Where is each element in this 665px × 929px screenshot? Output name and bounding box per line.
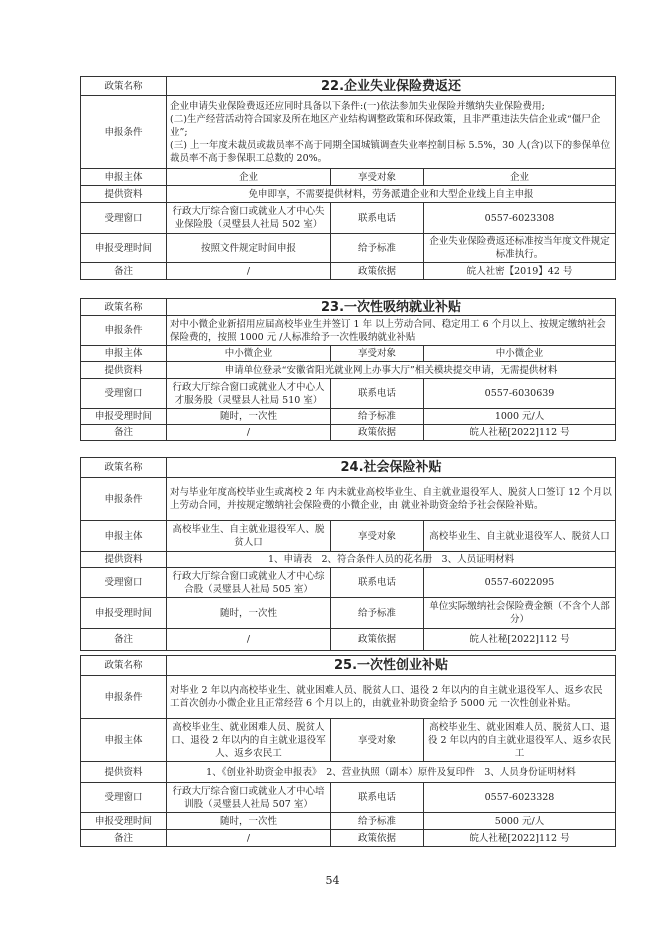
window-value: 行政大厅综合窗口或就业人才中心培训股（灵璧县人社局 507 室） [167, 783, 331, 813]
conditions-text: 对与毕业年度高校毕业生或离校 2 年 内未就业高校毕业生、自主就业退役军人、脱贫人口签订 12 个月以上劳动合同，并按规定缴纳社会保险费的小微企业，由 就业补助资金给予社会保险补贴。 [167, 478, 616, 521]
remarks-row [81, 629, 616, 651]
title-row [81, 299, 616, 316]
policy-table [80, 655, 616, 847]
phone-label: 联系电话 [331, 203, 424, 234]
subject-value: 高校毕业生、自主就业退役军人、脱贫人口 [167, 521, 331, 552]
window-value: 行政大厅综合窗口或就业人才中心人才服务股（灵璧县人社局 510 室） [167, 379, 331, 409]
time-label: 申报受理时间 [81, 234, 167, 263]
remarks-row [81, 263, 616, 280]
remarks-value: / [167, 629, 331, 651]
phone-value: 0557-6022095 [424, 568, 616, 598]
materials-row [81, 186, 616, 203]
window-row [81, 203, 616, 234]
policy-table [80, 298, 616, 441]
basis-value: 皖人社秘[2022]112 号 [424, 425, 616, 441]
conditions-row [81, 316, 616, 346]
subject-label: 申报主体 [81, 521, 167, 552]
time-label: 申报受理时间 [81, 598, 167, 629]
materials-value: 申请单位登录“安徽省阳光就业网上办事大厅”相关模块提交申请，无需提供材料 [167, 362, 616, 379]
basis-value: 皖人社秘[2022]112 号 [424, 629, 616, 651]
phone-label: 联系电话 [331, 783, 424, 813]
target-label: 享受对象 [331, 169, 424, 186]
time-row [81, 234, 616, 263]
remarks-value: / [167, 830, 331, 847]
time-value: 随时，一次性 [167, 598, 331, 629]
window-value: 行政大厅综合窗口或就业人才中心综合股（灵璧县人社局 505 室） [167, 568, 331, 598]
materials-label: 提供资料 [81, 186, 167, 203]
page-number: 54 [325, 874, 340, 887]
target-label: 享受对象 [331, 521, 424, 552]
conditions-label: 申报条件 [81, 676, 167, 719]
time-value: 随时，一次性 [167, 813, 331, 830]
remarks-label: 备注 [81, 830, 167, 847]
basis-label: 政策依据 [331, 263, 424, 280]
basis-label: 政策依据 [331, 629, 424, 651]
title-row [81, 77, 616, 96]
standard-label: 给予标准 [331, 409, 424, 425]
materials-row [81, 762, 616, 783]
target-value: 中小微企业 [424, 346, 616, 362]
remarks-label: 备注 [81, 425, 167, 441]
phone-value: 0557-6023328 [424, 783, 616, 813]
title-row [81, 656, 616, 676]
policy-name-label: 政策名称 [81, 656, 167, 676]
target-value: 高校毕业生、自主就业退役军人、脱贫人口 [424, 521, 616, 552]
subject-label: 申报主体 [81, 346, 167, 362]
policy-name-label: 政策名称 [81, 299, 167, 316]
window-label: 受理窗口 [81, 568, 167, 598]
basis-label: 政策依据 [331, 425, 424, 441]
conditions-text: 对中小微企业新招用应届高校毕业生并签订 1 年 以上劳动合同、稳定用工 6 个月以上、按规定缴纳社会保险费的，按照 1000 元 /人标准给予一次性吸纳就业补贴 [167, 316, 616, 346]
basis-value: 皖人社秘[2022]112 号 [424, 830, 616, 847]
standard-label: 给予标准 [331, 598, 424, 629]
materials-row [81, 552, 616, 568]
remarks-value: / [167, 263, 331, 280]
window-row [81, 568, 616, 598]
remarks-label: 备注 [81, 263, 167, 280]
conditions-row [81, 676, 616, 719]
phone-value: 0557-6023308 [424, 203, 616, 234]
target-label: 享受对象 [331, 346, 424, 362]
subject-value: 企业 [167, 169, 331, 186]
subject-value: 中小微企业 [167, 346, 331, 362]
window-row [81, 379, 616, 409]
policy-title: 24.社会保险补贴 [167, 458, 616, 478]
time-row [81, 813, 616, 830]
remarks-row [81, 830, 616, 847]
materials-row [81, 362, 616, 379]
materials-value: 1、《创业补助资金申报表》 2、营业执照（副本）原件及复印件 3、人员身份证明材料 [167, 762, 616, 783]
window-label: 受理窗口 [81, 379, 167, 409]
remarks-value: / [167, 425, 331, 441]
basis-label: 政策依据 [331, 830, 424, 847]
phone-label: 联系电话 [331, 379, 424, 409]
time-value: 随时，一次性 [167, 409, 331, 425]
conditions-row [81, 478, 616, 521]
conditions-label: 申报条件 [81, 96, 167, 169]
target-value: 企业 [424, 169, 616, 186]
basis-value: 皖人社密【2019】42 号 [424, 263, 616, 280]
standard-label: 给予标准 [331, 234, 424, 263]
title-row [81, 458, 616, 478]
policy-title: 23.一次性吸纳就业补贴 [167, 299, 616, 316]
conditions-label: 申报条件 [81, 478, 167, 521]
window-value: 行政大厅综合窗口或就业人才中心失业保险股（灵璧县人社局 502 室） [167, 203, 331, 234]
subject-row [81, 521, 616, 552]
policy-table [80, 457, 616, 651]
subject-label: 申报主体 [81, 719, 167, 762]
subject-row [81, 719, 616, 762]
conditions-text: 企业申请失业保险费返还应同时具备以下条件:(一)依法参加失业保险并缴纳失业保险费用; (二)生产经营活动符合国家及所在地区产业结构调整政策和环保政策，且非严重违法失信企业或“僵尸企业”; (三) 上一年度未裁员或裁员率不高于同期全国城镇调查失业率控制目标 5.5%，30 人(含)以下的参保单位裁员率不高于参保职工总数的 20%。 [167, 96, 616, 169]
window-label: 受理窗口 [81, 203, 167, 234]
phone-label: 联系电话 [331, 568, 424, 598]
subject-value: 高校毕业生、就业困难人员、脱贫人口、退役 2 年以内的自主就业退役军人、返乡农民工 [167, 719, 331, 762]
phone-value: 0557-6030639 [424, 379, 616, 409]
standard-value: 5000 元/人 [424, 813, 616, 830]
time-row [81, 598, 616, 629]
conditions-text: 对毕业 2 年以内高校毕业生、就业困难人员、脱贫人口、退役 2 年以内的自主就业退役军人、返乡农民工首次创办小微企业且正常经营 6 个月以上的，由就业补助资金给予 5000 元 一次性创业补贴。 [167, 676, 616, 719]
materials-label: 提供资料 [81, 362, 167, 379]
materials-value: 1、申请表 2、符合条件人员的花名册 3、人员证明材料 [167, 552, 616, 568]
time-label: 申报受理时间 [81, 813, 167, 830]
materials-label: 提供资料 [81, 762, 167, 783]
subject-label: 申报主体 [81, 169, 167, 186]
materials-label: 提供资料 [81, 552, 167, 568]
materials-value: 免申即享，不需要提供材料，劳务派遣企业和大型企业线上自主申报 [167, 186, 616, 203]
window-row [81, 783, 616, 813]
conditions-row [81, 96, 616, 169]
target-value: 高校毕业生、就业困难人员、脱贫人口、退役 2 年以内的自主就业退役军人、返乡农民工 [424, 719, 616, 762]
policy-title: 22.企业失业保险费返还 [167, 77, 616, 96]
window-label: 受理窗口 [81, 783, 167, 813]
target-label: 享受对象 [331, 719, 424, 762]
subject-row [81, 169, 616, 186]
policy-table [80, 76, 616, 280]
time-row [81, 409, 616, 425]
remarks-row [81, 425, 616, 441]
conditions-label: 申报条件 [81, 316, 167, 346]
remarks-label: 备注 [81, 629, 167, 651]
policy-name-label: 政策名称 [81, 77, 167, 96]
time-value: 按照文件规定时间申报 [167, 234, 331, 263]
time-label: 申报受理时间 [81, 409, 167, 425]
subject-row [81, 346, 616, 362]
policy-title: 25.一次性创业补贴 [167, 656, 616, 676]
standard-label: 给予标准 [331, 813, 424, 830]
standard-value: 1000 元/人 [424, 409, 616, 425]
standard-value: 企业失业保险费返还标准按当年度文件规定标准执行。 [424, 234, 616, 263]
standard-value: 单位实际缴纳社会保险费金额（不含个人部分） [424, 598, 616, 629]
policy-name-label: 政策名称 [81, 458, 167, 478]
